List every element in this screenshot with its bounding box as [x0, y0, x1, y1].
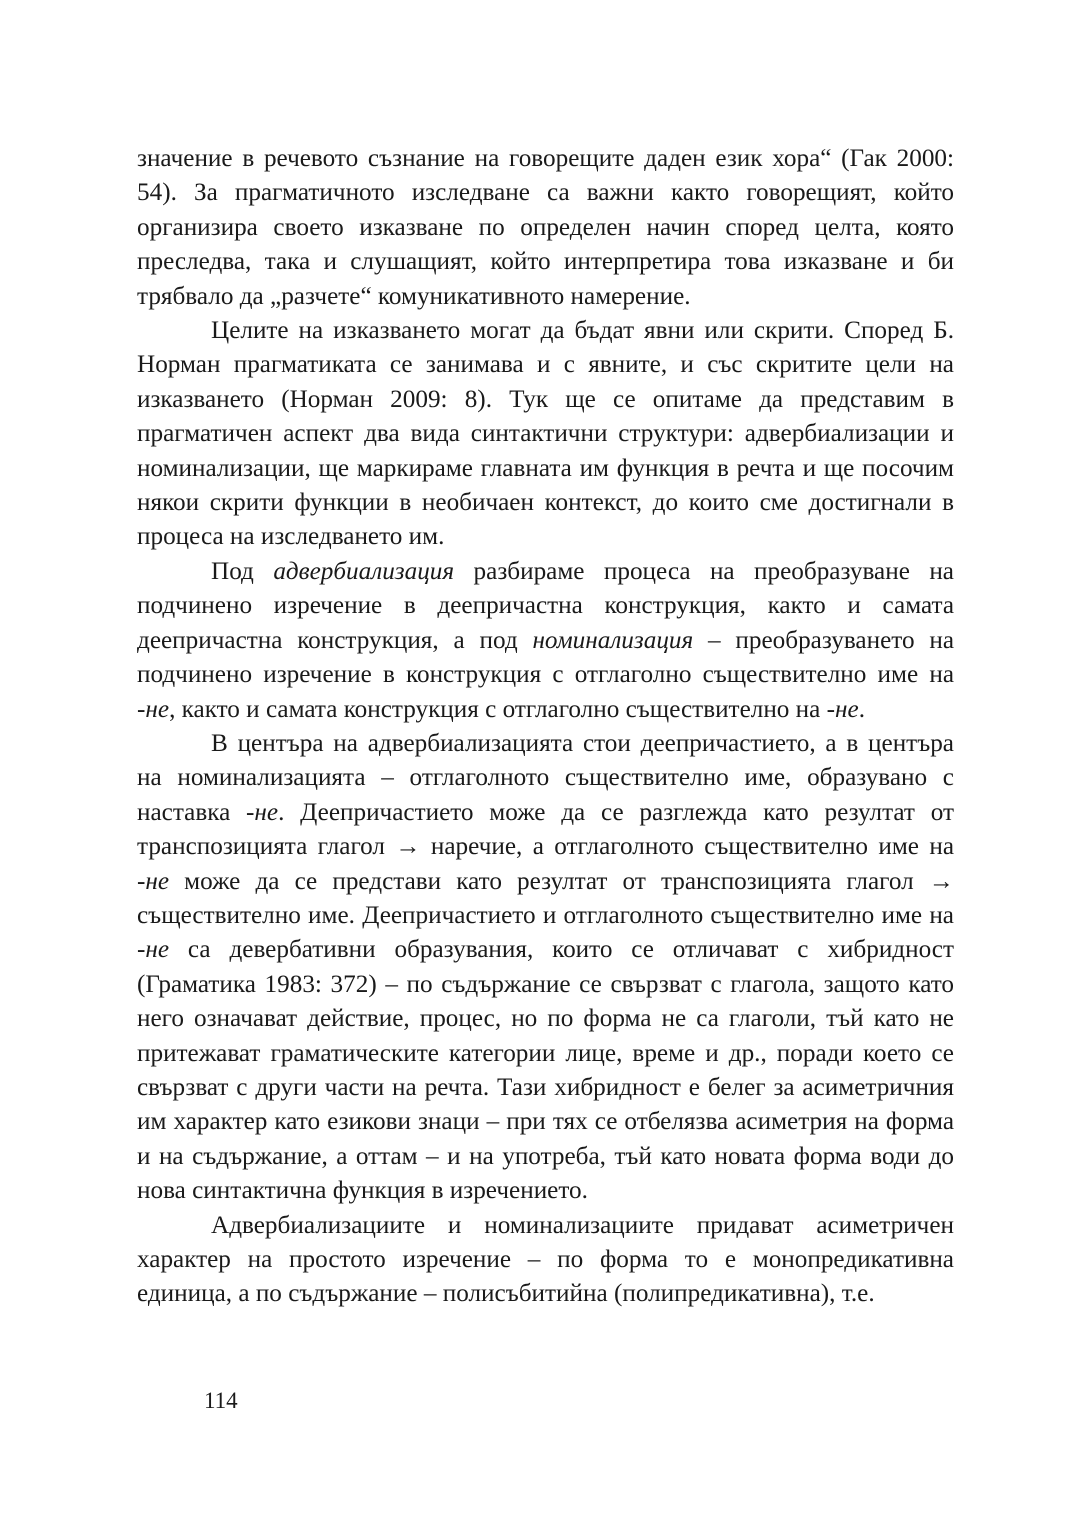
text-run: може да се представи като резултат от транспозицията глагол → съществително име. Деепричастието и отглаголното съществително име на	[137, 867, 954, 929]
italic-term: -не	[246, 798, 279, 826]
page-body	[137, 142, 954, 1402]
text-run: , както и самата конструкция с отглаголно съществително на	[169, 695, 827, 723]
text-run: Под	[211, 557, 274, 585]
paragraph-center	[137, 727, 954, 1209]
paragraph-continuation	[137, 142, 954, 314]
paragraph-goals	[137, 314, 954, 555]
italic-term: -не	[137, 867, 170, 895]
italic-term: -не	[826, 695, 859, 723]
text-run: В центъра на адвербиализацията стои деепричастието, а в центъра на номинализацията – отглаголното съществително име, образувано с наставка	[137, 729, 954, 826]
text-run: са девербативни образувания, които се отличават с хибридност (Граматика 1983: 372) – по съдържание се свързват с глагола, защото като него означават действие, процес, но по форма не са глаголи, тъй като не притежават граматическите категории лице, време и др., поради което се свързват с други части на речта. Тази хибридност е белег за асиметричния им характер като езикови знаци – при тях се отбелязва асиметрия на форма и на съдържание, а оттам – и на употреба, тъй като новата форма води до нова синтактична функция в изречението.	[137, 936, 954, 1205]
italic-term: номинализация	[532, 626, 694, 654]
text-run: Целите на изказването могат да бъдат явни или скрити. Според Б. Норман прагматиката се занимава и с явните, и със скритите цели на изказването (Норман 2009: 8). Тук ще се опитаме да представим в прагматичен аспект два вида синтактични структури: адвербиализации и номинализации, ще маркираме главната им функция в речта и ще посочим някои скрити функции в необичаен контекст, до които сме достигнали в процеса на изследването им.	[137, 317, 954, 551]
text-run: – преобразуването на подчинено изречение в конструкция с отглаголно съществително име на	[137, 626, 954, 689]
text-run: .	[858, 695, 866, 723]
paragraph-asymmetry	[137, 1209, 954, 1312]
text-run: значение в речевото съзнание на говорещите даден език хора“ (Гак 2000: 54). За прагматичното изследване са важни както говорещият, който организира своето изказване по определен начин според целта, която преследва, така и слушащият, който интерпретира това изказване и би трябвало да „разчете“ комуникативното намерение.	[137, 145, 954, 310]
italic-term: -не	[137, 936, 170, 964]
page-number: 114	[204, 1388, 238, 1413]
paragraph-definitions	[137, 555, 954, 727]
italic-term: адвербиализация	[273, 557, 455, 585]
text-run: . Деепричастието може да се разглежда като резултат от транспозицията глагол → наречие, а отглаголното съществително име на	[137, 798, 954, 861]
italic-term: -не	[137, 695, 170, 723]
text-run: Адвербиализациите и номинализациите придават асиметричен характер на простото изречение – по форма то е монопредикативна единица, а по съдържание – полисъбитийна (полипредикативна), т.е.	[137, 1211, 954, 1308]
text-run: разбираме процеса на преобразуване на подчинено изречение в деепричастна конструкция, както и самата деепричастна конструкция, а под	[137, 557, 954, 654]
